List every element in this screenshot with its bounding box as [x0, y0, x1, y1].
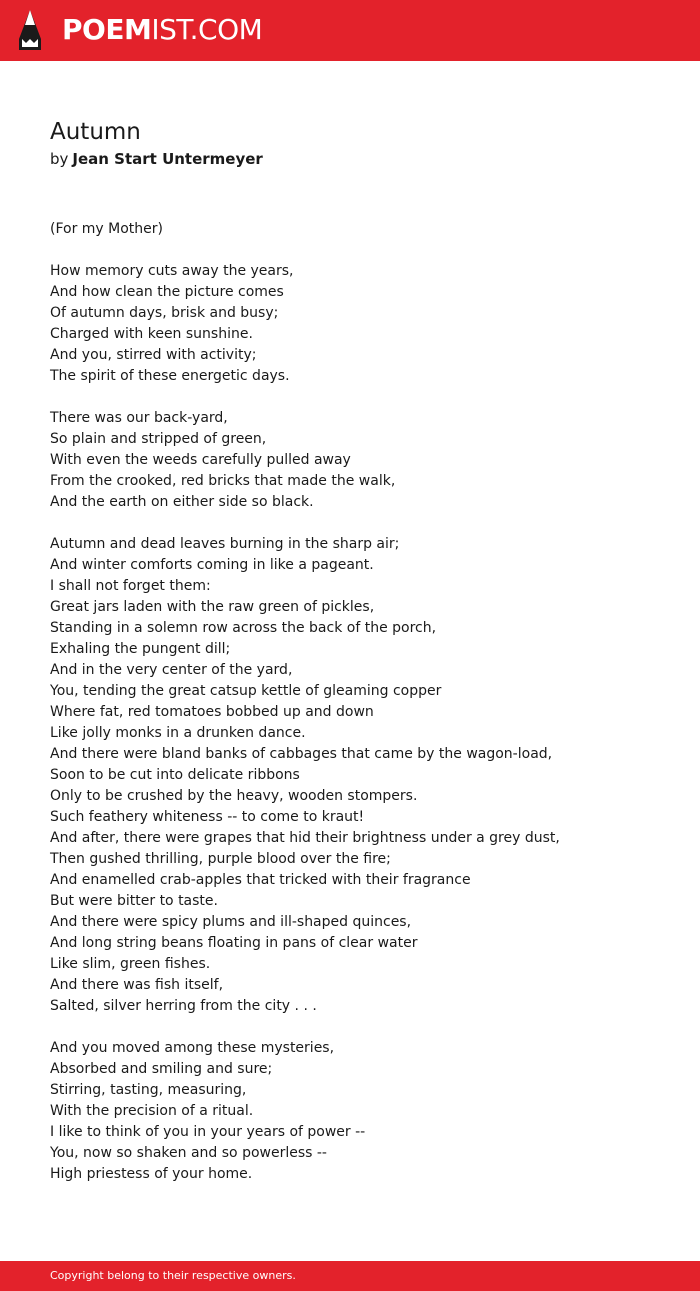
poem-line: Autumn and dead leaves burning in the sharp air; [50, 536, 400, 552]
stanza-gap [50, 1017, 680, 1038]
logo-light-text: IST.COM [151, 13, 263, 46]
poem-line: Salted, silver herring from the city . . . [50, 998, 317, 1014]
byline [50, 147, 670, 171]
copyright-text: Copyright belong to their respective owners. [50, 1269, 296, 1282]
poem-title: Autumn [50, 119, 141, 145]
by-label: by [50, 150, 69, 168]
poem-line: Then gushed thrilling, purple blood over the fire; [50, 851, 391, 867]
poem-line: Such feathery whiteness -- to come to kraut! [50, 809, 365, 825]
poem-line: But were bitter to taste. [50, 893, 218, 909]
poem-line: Charged with keen sunshine. [50, 326, 253, 342]
poem-line: And in the very center of the yard, [50, 662, 293, 678]
poem-line: So plain and stripped of green, [50, 431, 267, 447]
stanza-gap [50, 240, 680, 261]
poem-line: Like jolly monks in a drunken dance. [50, 725, 306, 741]
poem-line: And you moved among these mysteries, [50, 1040, 335, 1056]
poem-line: There was our back-yard, [50, 410, 228, 426]
poem-line: And there were spicy plums and ill-shaped quinces, [50, 914, 412, 930]
poem-line: How memory cuts away the years, [50, 263, 294, 279]
poem-line: I shall not forget them: [50, 578, 211, 594]
poem-line: And you, stirred with activity; [50, 347, 257, 363]
stanza-gap [50, 513, 680, 534]
poem-line: From the crooked, red bricks that made the walk, [50, 473, 396, 489]
poem-line: Standing in a solemn row across the back of the porch, [50, 620, 437, 636]
poem-line: You, now so shaken and so powerless -- [50, 1145, 327, 1161]
poem-line: (For my Mother) [50, 221, 163, 237]
poem-line: Of autumn days, brisk and busy; [50, 305, 279, 321]
poem-line: I like to think of you in your years of power -- [50, 1124, 366, 1140]
pencil-tip-icon[interactable] [17, 9, 43, 51]
site-logo[interactable] [62, 13, 262, 47]
poem-line: And there was fish itself, [50, 977, 224, 993]
poem-line: With the precision of a ritual. [50, 1103, 254, 1119]
poem-line: And long string beans floating in pans of clear water [50, 935, 418, 951]
poem-line: And enamelled crab-apples that tricked with their fragrance [50, 872, 471, 888]
poem-line: And winter comforts coming in like a pageant. [50, 557, 374, 573]
poem-line: Like slim, green fishes. [50, 956, 211, 972]
site-footer [0, 1261, 700, 1291]
poem-line: Where fat, red tomatoes bobbed up and down [50, 704, 374, 720]
poem-line: With even the weeds carefully pulled away [50, 452, 351, 468]
poem-line: Stirring, tasting, measuring, [50, 1082, 247, 1098]
stanza-gap [50, 387, 680, 408]
logo-bold-text: POEM [62, 13, 152, 46]
poem-line: Only to be crushed by the heavy, wooden stompers. [50, 788, 418, 804]
poem-line: And after, there were grapes that hid their brightness under a grey dust, [50, 830, 560, 846]
poem-line: Absorbed and smiling and sure; [50, 1061, 273, 1077]
poem-line: Soon to be cut into delicate ribbons [50, 767, 300, 783]
poem-line: Exhaling the pungent dill; [50, 641, 231, 657]
poem-heading [50, 117, 670, 171]
poem-line: High priestess of your home. [50, 1166, 253, 1182]
poem-line: You, tending the great catsup kettle of gleaming copper [50, 683, 442, 699]
poem-line: And the earth on either side so black. [50, 494, 314, 510]
site-header [0, 0, 700, 61]
poem-line: And there were bland banks of cabbages that came by the wagon-load, [50, 746, 553, 762]
poem-line: And how clean the picture comes [50, 284, 284, 300]
poem-line: The spirit of these energetic days. [50, 368, 290, 384]
author-name[interactable]: Jean Start Untermeyer [72, 150, 263, 168]
poem-line: Great jars laden with the raw green of pickles, [50, 599, 375, 615]
poem-body [50, 219, 680, 1185]
